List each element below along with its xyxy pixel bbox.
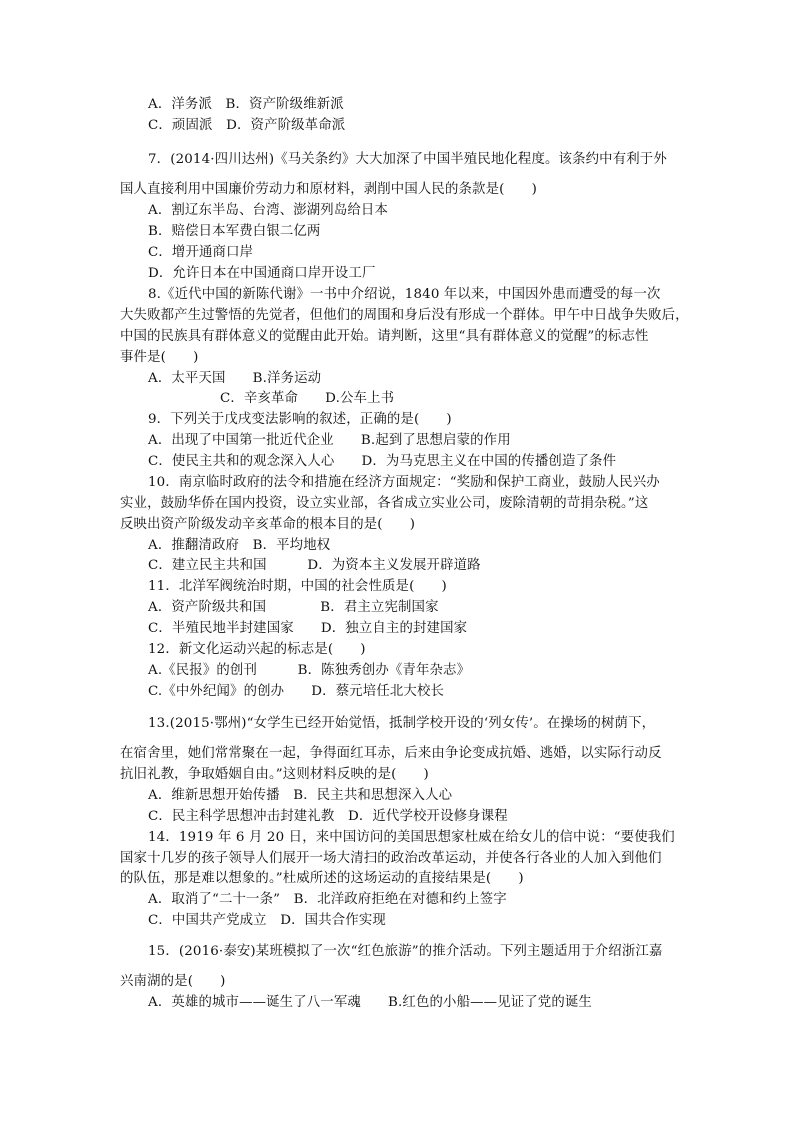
q8-stem-line3: 中国的民族具有群体意义的觉醒由此开始。请判断，这里“具有群体意义的觉醒”的标志性 xyxy=(120,329,649,344)
q9-option-cd: C．使民主共和的观念深入人心 D．为马克思主义在中国的传播创造了条件 xyxy=(148,454,617,469)
q15-stem-line2: 兴南湖的是( ) xyxy=(120,974,226,989)
q7-option-b: B．赔偿日本军费白银二亿两 xyxy=(148,224,321,239)
q14-stem-line2: 国家十几岁的孩子领导人们展开一场大清扫的政治改革运动，并使各行各业的人加入到他们 xyxy=(120,851,662,866)
q13-stem-line3: 抗旧礼教，争取婚姻自由。”这则材料反映的是( ) xyxy=(120,767,429,782)
q9-stem: 9．下列关于戊戌变法影响的叙述，正确的是( ) xyxy=(148,412,452,427)
q7-stem-line1: 7．(2014·四川达州)《马关条约》大大加深了中国半殖民地化程度。该条约中有利于外 xyxy=(148,152,667,167)
q10-option-ab: A．推翻清政府 B．平均地权 xyxy=(148,538,331,553)
q14-option-cd: C．中国共产党成立 D．国共合作实现 xyxy=(148,913,386,928)
q14-option-ab: A．取消了“二十一条” B．北洋政府拒绝在对德和约上签字 xyxy=(148,892,507,907)
q14-stem-line3: 的队伍，那是难以想象的。”杜威所述的这场运动的直接结果是( ) xyxy=(120,871,524,886)
q8-option-cd: C．辛亥革命 D.公车上书 xyxy=(220,391,395,406)
q13-option-ab: A．维新思想开始传播 B．民主共和思想深入人心 xyxy=(148,788,453,803)
q13-stem-line2: 在宿舍里，她们常常聚在一起，争得面红耳赤，后来由争论变成抗婚、逃婚，以实际行动反 xyxy=(120,746,662,761)
q8-option-ab: A．太平天国 B.洋务运动 xyxy=(148,371,322,386)
q10-stem-line1: 10．南京临时政府的法令和措施在经济方面规定：“奖励和保护工商业，鼓励人民兴办 xyxy=(148,475,660,490)
q12-option-cd: C.《中外纪闻》的创办 D．蔡元培任北大校长 xyxy=(148,684,445,699)
q12-stem: 12．新文化运动兴起的标志是( ) xyxy=(148,642,366,657)
q6-option-ab: A．洋务派 B．资产阶级维新派 xyxy=(148,97,344,112)
q10-stem-line3: 反映出资产阶级发动辛亥革命的根本目的是( ) xyxy=(120,517,416,532)
q15-stem-line1: 15．(2016·泰安)某班模拟了一次“红色旅游”的推介活动。下列主题适用于介绍浙江嘉 xyxy=(148,944,663,959)
q11-option-cd: C．半殖民地半封建国家 D．独立自主的封建国家 xyxy=(148,621,468,636)
q12-option-ab: A.《民报》的创刊 B．陈独秀创办《青年杂志》 xyxy=(148,663,471,678)
q8-stem-line2: 大失败都产生过警悟的先觉者，但他们的周围和身后没有形成一个群体。甲午中日战争失败后， xyxy=(120,308,689,323)
q13-stem-line1: 13.(2015·鄂州)“女学生已经开始觉悟，抵制学校开设的‘列女传’。在操场的树荫下， xyxy=(148,716,656,731)
q7-option-d: D．允许日本在中国通商口岸开设工厂 xyxy=(148,266,376,281)
q8-stem-line1: 8.《近代中国的新陈代谢》一书中介绍说，1840 年以来，中国因外患而遭受的每一次 xyxy=(148,287,661,302)
q11-stem: 11．北洋军阀统治时期，中国的社会性质是( ) xyxy=(148,579,447,594)
q15-option-ab: A．英雄的城市——诞生了八一军魂 B.红色的小船——见证了党的诞生 xyxy=(148,995,592,1010)
q14-stem-line1: 14．1919 年 6 月 20 日，来中国访问的美国思想家杜威在给女儿的信中说：“要使我们 xyxy=(148,830,675,845)
q7-option-a: A．割辽东半岛、台湾、澎湖列岛给日本 xyxy=(148,203,389,218)
q10-option-cd: C．建立民主共和国 D．为资本主义发展开辟道路 xyxy=(148,558,481,573)
q8-stem-line4: 事件是( ) xyxy=(120,350,199,365)
q6-option-cd: C．顽固派 D．资产阶级革命派 xyxy=(148,118,346,133)
q7-stem-line2: 国人直接利用中国廉价劳动力和原材料，剥削中国人民的条款是( ) xyxy=(120,182,537,197)
q10-stem-line2: 实业，鼓励华侨在国内投资，设立实业部，各省成立实业公司，废除清朝的苛捐杂税。”这 xyxy=(120,496,649,511)
q7-option-c: C．增开通商口岸 xyxy=(148,245,254,260)
q13-option-cd: C．民主科学思想冲击封建礼教 D．近代学校开设修身课程 xyxy=(148,809,508,824)
q9-option-ab: A．出现了中国第一批近代企业 B.起到了思想启蒙的作用 xyxy=(148,433,511,448)
q11-option-ab: A．资产阶级共和国 B．君主立宪制国家 xyxy=(148,600,439,615)
